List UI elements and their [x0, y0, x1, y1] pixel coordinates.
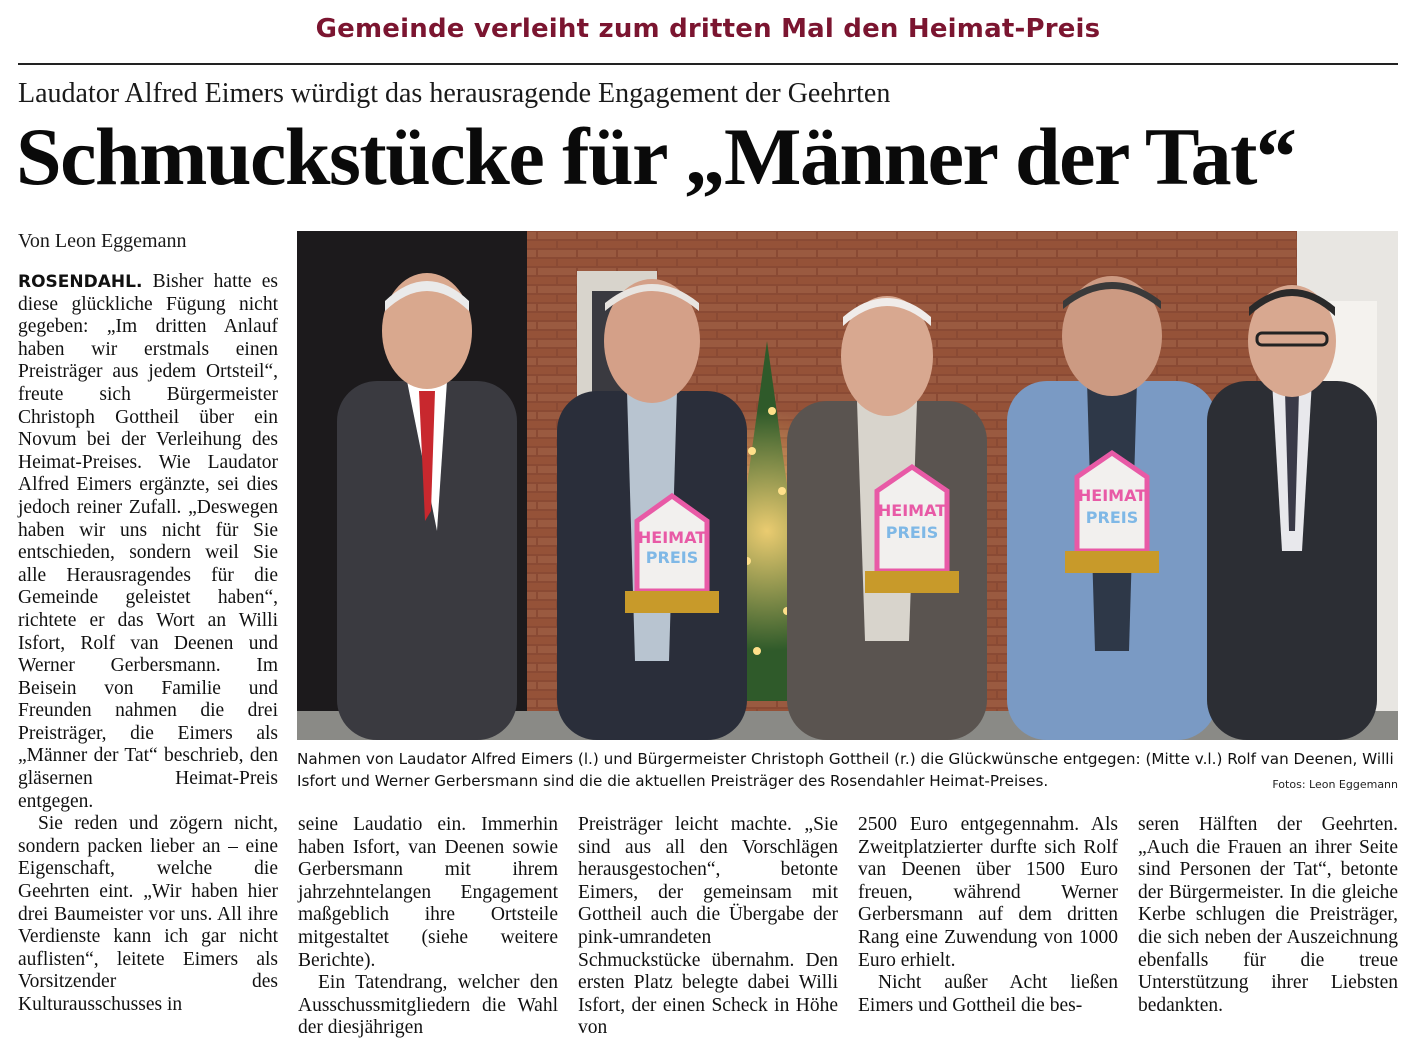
trophy-3-line1: HEIMAT: [1077, 486, 1147, 505]
article-byline: Von Leon Eggemann: [18, 230, 187, 252]
trophy-3-line2: PREIS: [1085, 508, 1139, 527]
article-kicker: Gemeinde verleiht zum dritten Mal den Heimat-Preis: [315, 14, 1101, 44]
photo-credit: Fotos: Leon Eggemann: [1272, 778, 1398, 791]
article-photo: [297, 231, 1398, 740]
paragraph: seine Laudatio ein. Immerhin haben Isfort, van Deenen sowie Gerbersmann mit ihrem jahrzehntelangen Engagement maßgeblich ihre Ortsteile mitgestaltet (siehe weitere Berichte).: [298, 814, 558, 971]
trophy-2-line2: PREIS: [885, 523, 939, 542]
trophy-1-line1: HEIMAT: [637, 528, 707, 547]
photo-caption: Nahmen von Laudator Alfred Eimers (l.) und Bürgermeister Christoph Gottheil (r.) die Glückwünsche entgegen: (Mitte v.l.) Rolf van Deenen, Willi Isfort und Werner Gerbersmann sind die die aktuellen Preisträger des Rosendahler Heimat-Preises.: [297, 750, 1394, 790]
photo-illustration: [297, 231, 1398, 740]
paragraph: Nicht außer Acht ließen Eimers und Gottheil die bes-: [858, 972, 1118, 1016]
paragraph: 2500 Euro entgegennahm. Als Zweitplatzierter durfte sich Rolf van Deenen über 1500 Euro freuen, während Werner Gerbersmann auf dem dritten Rang eine Zuwendung von 1000 Euro erhielt.: [858, 814, 1118, 971]
paragraph: Ein Tatendrang, welcher den Ausschussmitgliedern die Wahl der diesjährigen: [298, 972, 558, 1039]
text-column-5: [1138, 814, 1398, 1017]
article-subheadline: Laudator Alfred Eimers würdigt das herausragende Engagement der Geehrten: [18, 78, 891, 109]
paragraph: Sie reden und zögern nicht, sondern packen lieber an – eine Eigenschaft, welche die Geehrten eint. „Wir haben hier drei Baumeister vor uns. All ihre Verdienste kann ich gar nicht auflisten“, leitete Eimers als Vorsitzender des Kulturausschusses in: [18, 813, 278, 1015]
paragraph: seren Hälften der Geehrten. „Auch die Frauen an ihrer Seite sind Personen der Tat“, betonte der Bürgermeister. In die gleiche Kerbe schlugen die Preisträger, die sich neben der Auszeichnung ebenfalls für die treue Unterstützung ihrer Liebsten bedankten.: [1138, 814, 1398, 1016]
header-rule: [18, 63, 1398, 65]
text-column-3: [578, 814, 838, 1040]
paragraph: [18, 271, 278, 813]
trophy-2-line1: HEIMAT: [877, 501, 947, 520]
text-column-1: [18, 271, 278, 1017]
dateline: ROSENDAHL.: [18, 272, 143, 292]
article-headline: Schmuckstücke für „Männer der Tat“: [16, 111, 1296, 202]
paragraph: Preisträger leicht machte. „Sie sind aus all den Vorschlägen herausgestochen“, betonte Eimers, der gemeinsam mit Gottheil auch die Übergabe der pink-umrandeten Schmuckstücke übernahm. Den ersten Platz belegte dabei Willi Isfort, der einen Scheck in Höhe von: [578, 814, 838, 1039]
text-column-2: [298, 814, 558, 1040]
text-column-4: [858, 814, 1118, 1017]
paragraph-text: Bisher hatte es diese glückliche Fügung nicht gegeben: „Im dritten Anlauf haben wir erstmals einen Preisträger aus jedem Ortsteil“, freute sich Bürgermeister Christoph Gottheil über ein Novum bei der Verleihung des Heimat-Preises. Wie Laudator Alfred Eimers ergänzte, sei dies jedoch reiner Zufall. „Deswegen haben wir uns nicht für Sie entschieden, sondern weil Sie alle Herausragendes für die Gemeinde geleistet haben“, richtete er das Wort an Willi Isfort, Rolf van Deenen und Werner Gerbersmann. Im Beisein von Familie und Freunden nahmen die drei Preisträger, die Eimers als „Männer der Tat“ beschrieb, den gläsernen Heimat-Preis entgegen.: [18, 271, 278, 812]
trophy-1-line2: PREIS: [645, 548, 699, 567]
